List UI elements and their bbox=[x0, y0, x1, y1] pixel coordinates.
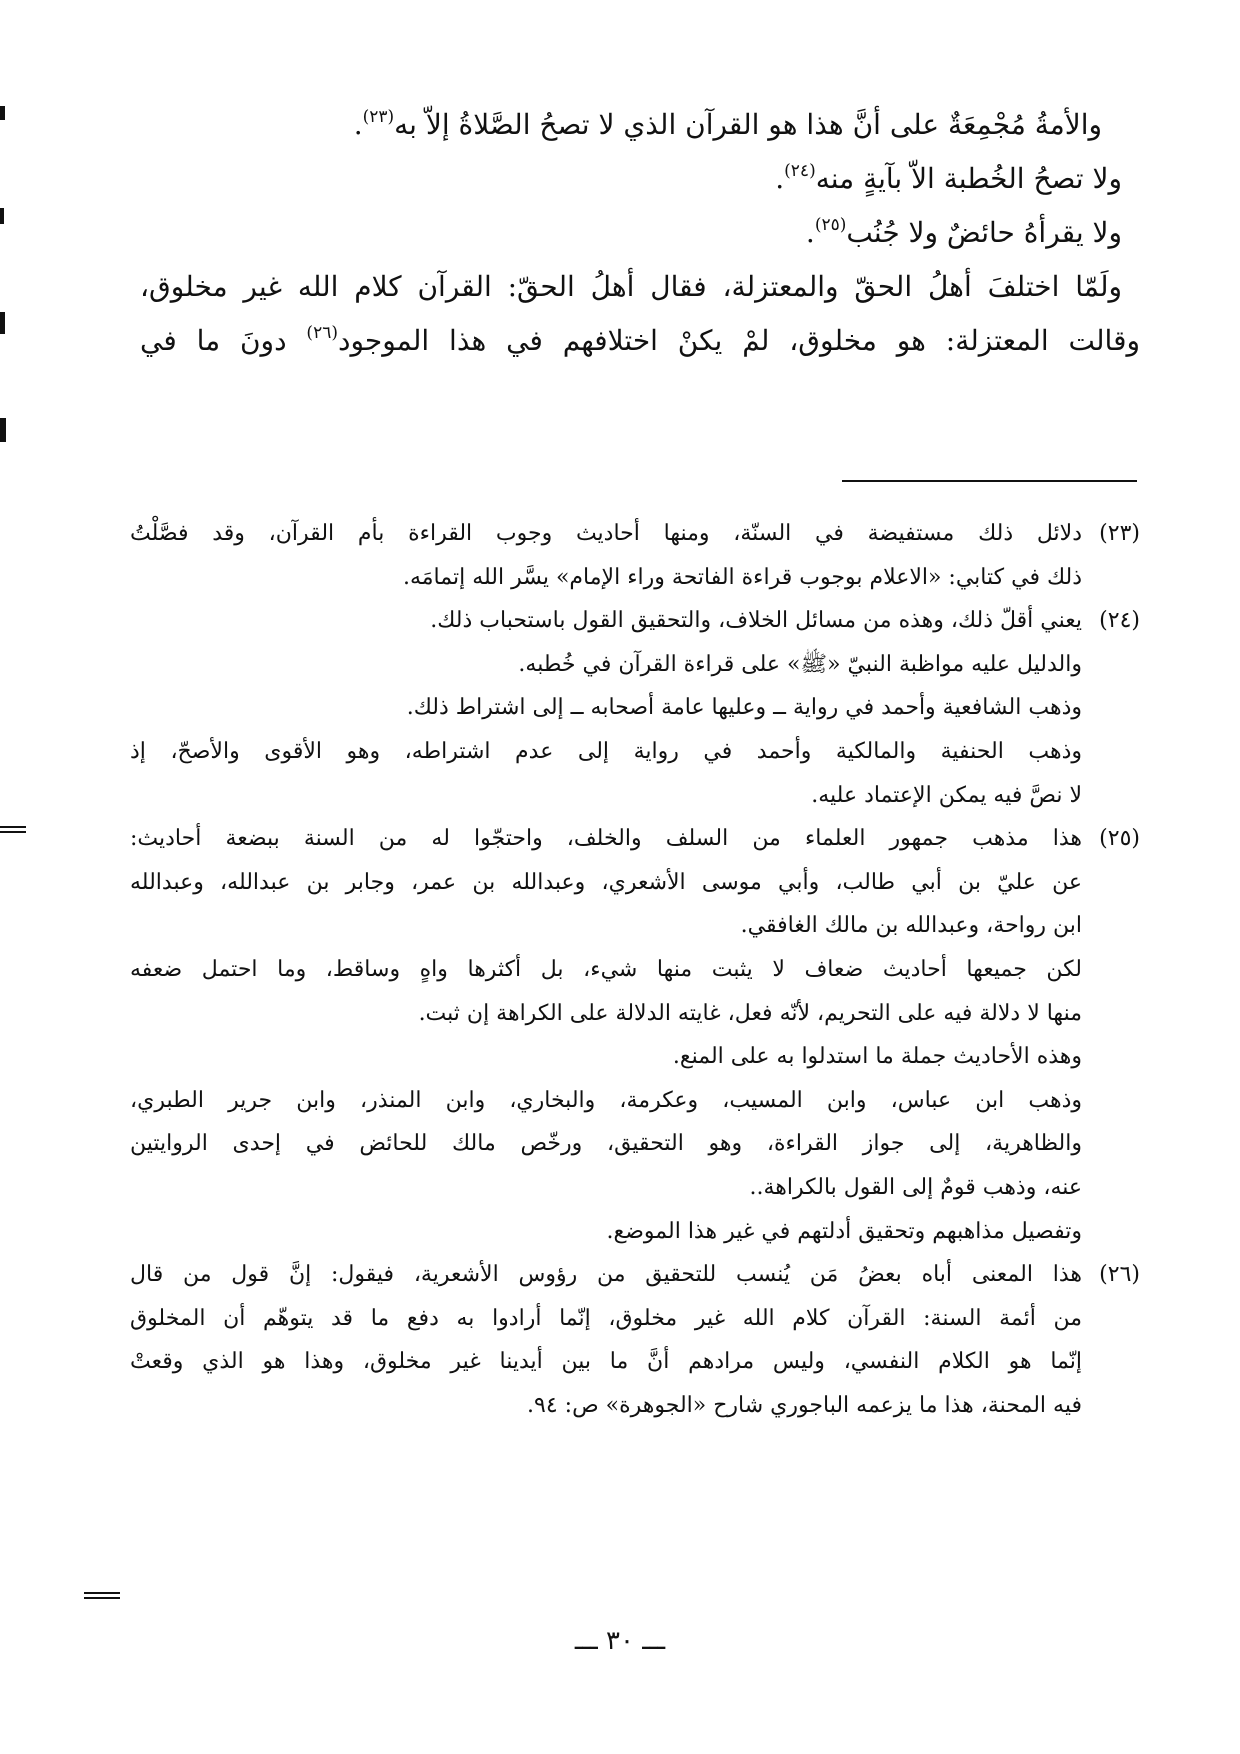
footnote-line bbox=[130, 599, 1140, 643]
footnote-ref: (٢٦) bbox=[306, 323, 338, 343]
footnotes bbox=[130, 512, 1140, 1427]
main-line-text: والأمةُ مُجْمِعَةٌ على أنَّ هذا هو القرآن الذي لا تصحُ الصَّلاةُ إلاّ به bbox=[394, 108, 1102, 141]
scan-artifact-mark bbox=[0, 826, 26, 828]
main-text bbox=[140, 98, 1140, 368]
main-line-end: . bbox=[353, 108, 363, 141]
footnote-line: فيه المحنة، هذا ما يزعمه الباجوري شارح «الجوهرة» ص: ٩٤. bbox=[527, 1392, 1082, 1418]
footnote-line bbox=[130, 817, 1140, 861]
main-line-text: ولا تصحُ الخُطبة الاّ بآيةٍ منه bbox=[815, 162, 1122, 195]
footnote-text: دلائل ذلك مستفيضة في السنّة، ومنها أحاديث وجوب القراءة بأم القرآن، وقد فصَّلْتُ bbox=[130, 521, 1082, 546]
footnote-text: يعني أقلّ ذلك، وهذه من مسائل الخلاف، والتحقيق القول باستحباب ذلك. bbox=[430, 608, 1082, 634]
main-line-end: . bbox=[775, 162, 785, 195]
footnote-line: إنّما هو الكلام النفسي، وليس مرادهم أنَّ ما بين أيدينا غير مخلوق، وهذا هو الذي وقعتْ bbox=[130, 1349, 1082, 1375]
footnote-line: وذهب الشافعية وأحمد في رواية ــ وعليها عامة أصحابه ــ إلى اشتراط ذلك. bbox=[406, 695, 1082, 721]
main-line-text: وقالت المعتزلة: هو مخلوق، لمْ يكنْ اختلافهم في هذا الموجود bbox=[337, 324, 1140, 357]
footnote-text: هذا المعنى أباه بعضُ مَن يُنسب للتحقيق من رؤوس الأشعرية، فيقول: إنَّ قول من قال bbox=[130, 1262, 1082, 1288]
main-line bbox=[140, 206, 1140, 260]
footnote-line: وذهب الحنفية والمالكية وأحمد في رواية إلى عدم اشتراطه، وهو الأقوى والأصحّ، إذ bbox=[130, 738, 1082, 764]
footnote-line: ابن رواحة، وعبدالله بن مالك الغافقي. bbox=[740, 913, 1082, 939]
main-line-text: ولا يقرأهُ حائضٌ ولا جُنُب bbox=[846, 216, 1122, 249]
footnote-ref: (٢٥) bbox=[814, 215, 847, 235]
footnote-line bbox=[130, 512, 1140, 556]
scan-artifact-mark bbox=[0, 831, 26, 833]
scan-artifact-mark bbox=[0, 106, 5, 120]
footnote-line: منها لا دلالة فيه على التحريم، لأنّه فعل، غايته الدلالة على الكراهة إن ثبت. bbox=[418, 1000, 1082, 1026]
footnote-line: وذهب ابن عباس، وابن المسيب، وعكرمة، والبخاري، وابن المنذر، وابن جرير الطبري، bbox=[130, 1087, 1082, 1113]
scan-artifact-mark bbox=[84, 1597, 120, 1599]
scan-artifact-mark bbox=[0, 208, 4, 224]
footnote-separator bbox=[842, 480, 1137, 482]
footnote-line: لكن جميعها أحاديث ضعاف لا يثبت منها شيء، بل أكثرها واهٍ وساقط، وما احتمل ضعفه bbox=[130, 956, 1082, 982]
main-line bbox=[140, 152, 1140, 206]
main-line-end: دونَ ما في bbox=[140, 324, 307, 357]
main-line-end: . bbox=[805, 216, 815, 249]
footnote-line bbox=[130, 1253, 1140, 1297]
scan-artifact-mark bbox=[0, 312, 5, 334]
footnote-ref: (٢٣) bbox=[362, 107, 395, 127]
footnote-line: والدليل عليه مواظبة النبيّ «ﷺ» على قراءة القرآن في خُطبه. bbox=[518, 651, 1082, 677]
footnote-number: (٢٤) bbox=[1099, 608, 1140, 634]
footnote-line: وتفصيل مذاهبهم وتحقيق أدلتهم في غير هذا الموضع. bbox=[606, 1218, 1082, 1244]
footnote-number: (٢٥) bbox=[1099, 826, 1140, 852]
footnote-ref: (٢٤) bbox=[784, 161, 816, 181]
footnote-line: ذلك في كتابي: «الاعلام بوجوب قراءة الفاتحة وراء الإمام» يسَّر الله إتمامَه. bbox=[402, 564, 1082, 590]
footnote-line: والظاهرية، إلى جواز القراءة، وهو التحقيق، ورخّص مالك للحائض في إحدى الروايتين bbox=[130, 1131, 1082, 1157]
footnote-line: من أئمة السنة: القرآن كلام الله غير مخلوق، إنّما أرادوا به دفع ما قد يتوهّم أن المخلوق bbox=[130, 1305, 1082, 1331]
footnote-text: هذا مذهب جمهور العلماء من السلف والخلف، واحتجّوا له من السنة ببضعة أحاديث: bbox=[130, 826, 1082, 852]
main-line bbox=[140, 314, 1140, 368]
scan-artifact-mark bbox=[84, 1592, 120, 1594]
main-line: ولَمّا اختلفَ أهلُ الحقّ والمعتزلة، فقال أهلُ الحقّ: القرآن كلام الله غير مخلوق، bbox=[140, 270, 1122, 303]
footnote-number: (٢٣) bbox=[1099, 521, 1140, 546]
footnote-line: وهذه الأحاديث جملة ما استدلوا به على المنع. bbox=[672, 1044, 1082, 1070]
main-line bbox=[140, 98, 1140, 152]
footnote-line: عن عليّ بن أبي طالب، وأبي موسى الأشعري، وعبدالله بن عمر، وجابر بن عبدالله، وعبدالله bbox=[130, 869, 1082, 895]
footnote-line: عنه، وذهب قومٌ إلى القول بالكراهة.. bbox=[749, 1174, 1082, 1200]
page-number: ـــ ٣٠ ـــ bbox=[574, 1626, 666, 1656]
footnote-line: لا نصَّ فيه يمكن الإعتماد عليه. bbox=[811, 782, 1082, 808]
scan-artifact-mark bbox=[0, 418, 6, 442]
footnote-number: (٢٦) bbox=[1099, 1262, 1140, 1288]
